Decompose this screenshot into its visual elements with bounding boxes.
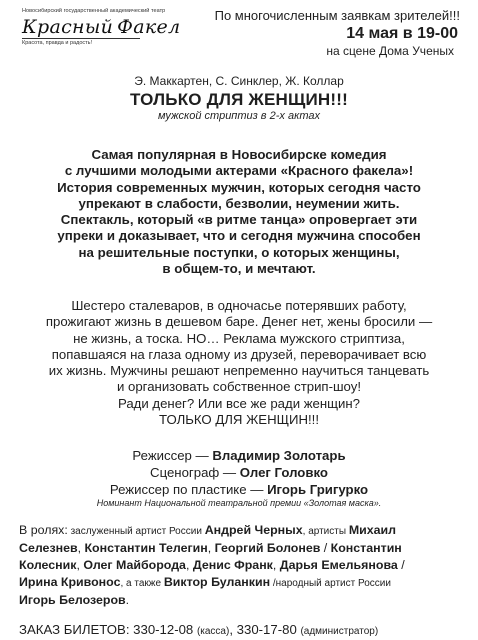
actor-name: Денис Франк [192, 558, 273, 572]
lead-line: упреки и доказывает, что и сегодня мужчина способен [57, 228, 421, 244]
title-block [0, 74, 478, 123]
lead-line: упрекают в слабости, безволии, неумении жить. [78, 195, 400, 211]
description-line: Шестеро сталеваров, в одночасье потерявших работу, [71, 298, 407, 313]
lead-line: в общем-то, и мечтают. [162, 261, 316, 277]
credit-director [0, 447, 478, 464]
lead-paragraph [0, 147, 478, 277]
theatre-logo [22, 8, 182, 47]
cast-line: Колесник, Олег Майборода, Денис Франк, Дарья Емельянова / [19, 558, 405, 572]
description-line: Ради денег? Или все же ради женщин? [117, 395, 360, 411]
lead-line: на решительные поступки, о которых женщины, [78, 244, 400, 260]
description-paragraph [0, 298, 478, 428]
cast-line: Селезнев, Константин Телегин, Георгий Болонев / Константин [19, 541, 402, 555]
ticket-info [19, 621, 469, 639]
cast-label: В ролях: [19, 523, 68, 537]
actor-name: Селезнев [19, 541, 78, 555]
credit-movement [0, 481, 478, 498]
actor-name: Ирина Кривонос [19, 575, 121, 589]
description-line: попавшаяся на глаза одному из друзей, переворачивает всю [51, 346, 427, 362]
admin-phone: , 330-17-80 [229, 622, 301, 637]
play-subtitle: мужской стриптиз в 2-х актах [157, 110, 321, 122]
actor-name: Георгий Болонев [214, 541, 321, 555]
cast-line: В ролях: заслуженный артист России Андрей Черных, артисты Михаил [19, 523, 397, 537]
credits [0, 447, 478, 509]
authors: Э. Маккартен, С. Синклер, Ж. Коллар [134, 74, 344, 88]
actor-name: Дарья Емельянова [279, 558, 398, 572]
actor-name: Константин [330, 541, 402, 555]
actor-name: Игорь Белозеров [19, 593, 126, 607]
logo-top-text: Новосибирский государственный академический театр [22, 8, 166, 14]
box-office-phone: 330-12-08 [129, 622, 197, 637]
logo-word-2: Факел [117, 16, 181, 38]
performance-date: 14 мая в 19-00 [346, 25, 458, 42]
header [0, 0, 478, 64]
announcement: По многочисленным заявкам зрителей!!! [214, 8, 460, 23]
description-line: не жизнь, а тоска. НО… Реклама мужского стриптиза, [73, 330, 405, 346]
ticket-label: ЗАКАЗ БИЛЕТОВ: [19, 622, 130, 637]
description-line: и организовать собственное стрип-шоу! [116, 379, 361, 395]
performance-info [190, 8, 460, 59]
actor-name: Виктор Буланкин [163, 575, 271, 589]
credit-name: Владимир Золотарь [212, 448, 346, 463]
description-line: ТОЛЬКО ДЛЯ ЖЕНЩИН!!! [159, 412, 319, 428]
credit-role: Сценограф — [150, 465, 240, 480]
phone-note: (касса) [196, 626, 230, 637]
cast-line: Игорь Белозеров. [19, 593, 130, 607]
venue: на сцене Дома Ученых [326, 44, 454, 58]
credit-designer [0, 464, 478, 481]
lead-line: Спектакль, который «в ритме танца» опровергает эти [60, 212, 418, 228]
actor-name: Константин Телегин [84, 541, 208, 555]
award-note: Номинант Национальной театральной премии «Золотая маска». [96, 498, 382, 508]
actor-name: Олег Майборода [83, 558, 186, 572]
description-line: их жизнь. Мужчины решают непременно научиться танцевать [48, 363, 430, 379]
logo-wordmark [22, 15, 182, 37]
actor-name: Колесник [19, 558, 77, 572]
cast-list [19, 522, 469, 609]
logo-tagline: Красота, правда и радость! [22, 40, 93, 46]
description-line: прожигают жизнь в дешевом баре. Денег нет, жены бросили — [45, 314, 433, 330]
lead-line: История современных мужчин, которых сегодня часто [57, 179, 421, 195]
logo-word-1: Красный [22, 16, 114, 38]
cast-line: Ирина Кривонос, а также Виктор Буланкин /народный артист России [19, 575, 391, 589]
lead-line: с лучшими молодыми актерами «Красного факела»! [64, 163, 414, 179]
lead-line: Самая популярная в Новосибирске комедия [91, 147, 387, 162]
actor-name: Михаил [348, 523, 397, 537]
actor-name: Андрей Черных [204, 523, 303, 537]
logo-underline [22, 38, 140, 39]
credit-role: Режиссер по пластике — [109, 482, 268, 497]
play-title: ТОЛЬКО ДЛЯ ЖЕНЩИН!!! [130, 90, 348, 109]
credit-name: Олег Головко [239, 465, 328, 480]
phone-note: (администратор) [300, 626, 379, 637]
credit-name: Игорь Григурко [267, 482, 369, 497]
credit-role: Режиссер — [132, 448, 213, 463]
